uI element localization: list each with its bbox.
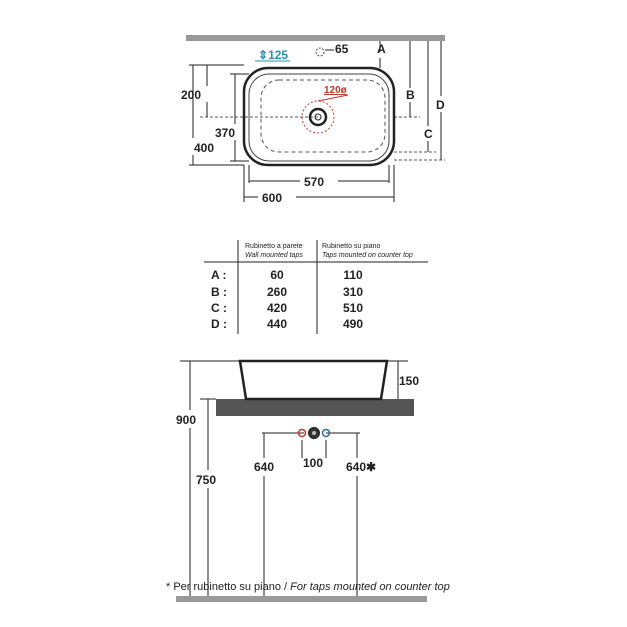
table-row-a-label: A : (211, 268, 227, 282)
table-row-c-wall: 420 (266, 301, 288, 315)
dim-label-c: C (424, 127, 433, 141)
table-row-a-wall: 60 (270, 268, 284, 282)
basin-side-profile (240, 361, 387, 399)
table-col1-header: Rubinetto a parete Wall mounted taps (245, 243, 303, 259)
depth-arrow-icon: ⇕ (258, 48, 269, 62)
depth-400-label: 400 (194, 141, 215, 155)
table-col2-header: Rubinetto su piano Taps mounted on counter top (322, 243, 413, 259)
footnote: * Per rubinetto su piano / For taps mounted on counter top (166, 581, 450, 593)
depth-370-label: 370 (215, 126, 236, 140)
depth-200-label: 200 (181, 88, 202, 102)
width-600-label: 600 (262, 191, 283, 205)
width-570-label: 570 (304, 175, 325, 189)
table-row-c-label: C : (211, 301, 227, 315)
dim-label-b: B (406, 88, 415, 102)
tap-hole-label: 65 (335, 42, 349, 56)
counter-top (216, 399, 414, 416)
height-750-label: 750 (196, 473, 217, 487)
table-row-b-wall: 260 (266, 285, 288, 299)
table-row-d-counter: 490 (342, 317, 364, 331)
asterisk-icon: ✱ (366, 460, 377, 474)
dim-label-a: A (377, 42, 386, 56)
drain-diameter-label: 120ø (324, 85, 347, 96)
table-row-d-label: D : (211, 317, 227, 331)
table-row-d-wall: 440 (266, 317, 288, 331)
dim-label-d: D (436, 98, 445, 112)
floor (176, 596, 427, 602)
height-150-label: 150 (399, 374, 420, 388)
wall-top-view (186, 35, 445, 41)
pipe-spacing-label: 100 (303, 456, 324, 470)
table-row-b-counter: 310 (342, 285, 364, 299)
table-row-b-label: B : (211, 285, 227, 299)
table-row-c-counter: 510 (342, 301, 364, 315)
table-row-a-counter: 110 (343, 268, 363, 282)
drain-depth-label: ⇕125 (258, 48, 289, 62)
pipe-height-left-label: 640 (254, 460, 275, 474)
tap-hole (316, 48, 324, 56)
height-900-label: 900 (176, 413, 197, 427)
pipe-height-right-label: 640✱ (346, 460, 377, 474)
